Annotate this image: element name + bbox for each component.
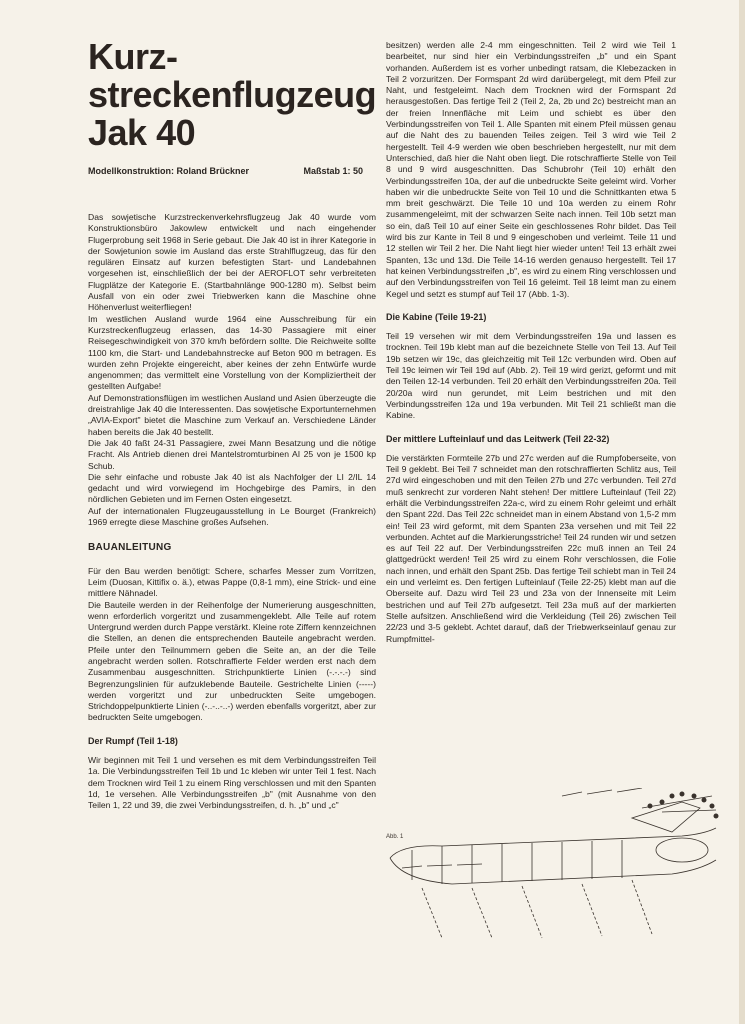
figure-label: Abb. 1 [386, 834, 404, 840]
section-heading-rumpf: Der Rumpf (Teil 1-18) [88, 735, 178, 746]
byline [88, 166, 363, 176]
title-line: Jak 40 [88, 112, 196, 153]
title-line: Kurz- [88, 36, 178, 77]
fuselage-exploded-view [382, 788, 722, 948]
tail-fin [632, 802, 700, 832]
section-heading-bauanleitung: BAUANLEITUNG [88, 542, 172, 554]
rumpf-paragraph: Wir beginnen mit Teil 1 und versehen es mit dem Verbindungsstreifen Teil 1a. Die Verbindungsstreifen Teil 1b und 1c kleben wir unter Teil 1 fest. Nach dem Trocknen wird Teil 1 zu einem Ring verschlossen und mit den Spanten 1d, 1e versehen. Alle Verbindungsstreifen „b" (mit Ausnahme von den Teilen 1, 22 und 39, die zwei Verbindungsstreifen, d. h. „b" und „c" [88, 755, 376, 811]
intro-paragraph: Auf der internationalen Flugzeugausstellung in Le Bourget (Frankreich) 1969 erregte diese Maschine großes Aufsehen. [88, 505, 376, 528]
intro-paragraph: Das sowjetische Kurzstreckenverkehrsflugzeug Jak 40 wurde vom Konstruktionsbüro Jakowlew entwickelt und nach eingehender Flugerprobung seit 1968 in Serie gebaut. Die Jak 40 ist in ihrer Kategorie in der Sowjetunion sowie im Ausland das erste Strahlflugzeug, das für den regulären Einsatz auf kurzen befestigten Start- und Landebahnen vorgesehen ist, einschließlich der bei der AEROFLOT sehr verbreiteten Flugplätze der Kategorie E. (Startbahnlänge 900-1280 m). Selbst beim Ausfall von ein oder zwei Triebwerken kann die Maschine ohne Höhenverlust weiterfliegen! [88, 212, 376, 313]
section-heading-kabine: Die Kabine (Teile 19-21) [386, 311, 487, 322]
intro-paragraph: Im westlichen Ausland wurde 1964 eine Ausschreibung für ein Kurzstreckenflugzeug erlassen, das 14-30 Passagiere mit einer Reisegeschwindigkeit von 370 km/h befördern sollte. Die Reichweite sollte 1100 km, die Start- und Landebahnstrecke auf Beton 900 m betragen. Es wurden zehn Projekte eingereicht, aber keines der zehn Entwürfe wurde angenommen; das vermittelt eine Vorstellung von der Kompliziertheit der gestellten Aufgabe! [88, 313, 376, 392]
intro-paragraph: Auf Demonstrationsflügen im westlichen Ausland und Asien überzeugte die dreistrahlige Jak 40 die Interessenten. Das sowjetische Exportunternehmen „AVIA-Export" bietet die Maschine zum Verkauf an. Verschiedene Länder haben bereits die Jak 40 bestellt. [88, 392, 376, 437]
bauanleitung-paragraph: Die Bauteile werden in der Reihenfolge der Numerierung ausgeschnitten, wenn erforderlich vorgeritzt und zusammengeklebt. Alle Teile auf rotem Untergrund werden durch Pappe verstärkt. Kleine rote Ziffern kennzeichnen die Stellen, an denen die entsprechenden Bauteile angebracht werden. Pfeile unter den Teilnummern geben die Seite an, an der die Teile angebracht werden sollen. Rotschraffierte Felder werden erst nach dem Zusammenbau ausgeschnitten. Strichpunktierte Linien (-.-.-.-) sind Begrenzungslinien für aufzuklebende Bauteile. Gestrichelte Linien (-----) werden vorgeritzt und zur unbedruckten Seite umgebogen. Strichdoppelpunktierte Linien (-..-..-..-) werden ebenfalls vorgeritzt, aber zur bedruckten Seite umgebogen. [88, 599, 376, 723]
leitwerk-paragraph: Die verstärkten Formteile 27b und 27c werden auf die Rumpfoberseite, von Teil 9 geklebt. Bei Teil 7 schneidet man den rotschraffierten Schlitz aus, Teil 27d wird eingeschoben und mit den Teilen 27b und 27c verbunden. Teil 27d muß senkrecht zur vorderen Naht stehen! Der mittlere Lufteinlauf (Teil 22) erhält die Verbindungsstreifen 22a-c, wird zu einem Rohr geleimt und erhält den Spant 22d. Das Teil 22c schneidet man in einem Abstand von 1,5-2 mm ein! Teil 23 wird geformt, mit dem Spanten 23a versehen und mit Teil 22 verbunden. Achtet auf die Markierungsstriche! Teil 24 runden wir und setzen es auf Teil 22 auf. Der Verbindungsstreifen 22c muß innen an Teil 24 glattgedrückt werden! Teil 25 wird zu einem Rohr verschlossen, die Folie nach innen, und erhält den Spant 25b. Das fertige Teil schiebt man in Teil 24 ein und verleimt es. Den fertigen Lufteinlauf (Teile 22-25) klebt man auf die Oberseite auf. Dazu wird Teil 23 und 23a von der Innenseite mit Leim bestrichen und auf Teil 27b aufgesetzt. Teil 23a muß auf der markierten Stelle aufsitzen. Anschließend wird die Verkleidung (Teil 26) zwischen Teil 22/23 und 3-5 geklebt. Achtet darauf, daß der Triebwerkseinlauf genau zur Rumpfmittel- [386, 452, 676, 644]
kabine-paragraph: Teil 19 versehen wir mit dem Verbindungsstreifen 19a und lassen es trocknen. Teil 19b klebt man auf die bezeichnete Stelle von Teil 13. Auf Teil 19b setzen wir 19c, das gleichzeitig mit Teil 12c verbunden wird. Oben auf Teil 19c leimen wir Teil 19d auf (Abb. 2). Teil 19 wird gerizt, geformt und mit den Teilen 12-14 verbunden. Teil 20 erhält den Verbindungsstreifen 20a. Teil 20/20a wird nun gerundet, mit Leim bestrichen und mit den Verbindungsstreifen 12a und 19a verbunden. Mit Teil 21 schließt man die Kabine. [386, 331, 676, 421]
right-column [386, 40, 676, 645]
bauanleitung-paragraph: Für den Bau werden benötigt: Schere, scharfes Messer zum Vorritzen, Leim (Duosan, Kittifix o. ä.), etwas Pappe (0,8-1 mm), eine Strick- und eine mittlere Nähnadel. [88, 565, 376, 599]
fuselage-top-line [390, 828, 716, 858]
callout-lines [562, 788, 642, 796]
fuselage-bottom-line [390, 858, 716, 884]
leader-lines [422, 880, 652, 938]
intro-paragraph: Die Jak 40 faßt 24-31 Passagiere, zwei Mann Besatzung und die nötige Fracht. Als Antrieb dienen drei Mantelstromturbinen AI 25 von je 1500 kp Schub. [88, 437, 376, 471]
rumpf-continued-paragraph: besitzen) werden alle 2-4 mm eingeschnitten. Teil 2 wird wie Teil 1 bearbeitet, nur sind hier ein Verbindungsstreifen „b" und ein Spant vorhanden. Außerdem ist es vorher unbedingt ratsam, die Klebezacken in Teil 2 vorzuritzen. Der Formspant 2d wird darübergelegt, mit dem Pfeil zur Naht, und festgeleimt. Nach dem Trocknen wird der Formspant 2d herausgestoßen. Das fertige Teil 2 (Teil 2, 2a, 2b und 2c) bestreicht man an der freien Innenfläche mit Leim und schiebt es über den Verbindungsstreifen von Teil 1. Alle Spanten mit einem Pfeil müssen genau auf die Naht des zu bauenden Teiles zeigen. Teil 3 wird wie Teil 2 hergestellt. Teil 4-9 werden wie oben beschrieben hergestellt, nur mit dem Unterschied, daß hier die Naht oben liegt. Die rotschraffierte Stelle von Teil 8 und 9 wird ausgeschnitten. Das Schubrohr (Teil 10) erhält den Verbindungsstreifen 10a, der auf die unbedruckte Seite geleimt wird. Vorher haben wir die unbedruckte Seite von Teil 10 und die Schnittkanten etwa 5 mm breit geschwärzt. Die Teile 10 und 10a werden zu einem Rohr zusammengeleimt, mit der schwarzen Seite nach innen. Teil 10b setzt man so ein, daß Teil 10 auf einer Seite ein geschlossenes Rohr bildet. Das Teil wird bis zur Kante in Teil 8 und 9 eingeschoben und verleimt. Teile 11 und 12 stellen wir Teil 2 her. Die Naht liegt hier wieder unten! Teil 13 erhält zwei Spanten, 13c und 13d. Die Teile 14-16 werden genauso hergestellt. Teil 17 hat keinen Verbindungsstreifen „b", es wird zu einem Ring verschlossen und auf den Verbindungsstreifen von Teil 16 geleimt. Teil 18 leimt man zu einem Kegel und setzt es stumpf auf Teil 17 (Abb. 1-3). [386, 40, 676, 299]
left-column [88, 212, 376, 812]
assembly-drawing [382, 788, 722, 948]
engine-nacelle [656, 838, 708, 862]
page-edge [739, 0, 745, 1024]
section-heading-leitwerk: Der mittlere Lufteinlauf und das Leitwerk (Teil 22-32) [386, 433, 610, 444]
designer-credit: Modellkonstruktion: Roland Brückner [88, 166, 250, 176]
title-line: streckenflugzeug [88, 74, 377, 115]
intro-paragraph: Die sehr einfache und robuste Jak 40 ist als Nachfolger der LI 2/IL 14 gedacht und wird vorwiegend im Hochgebirge des Pamirs, in den nördlichen Gebieten und im Fernen Osten eingesetzt. [88, 471, 376, 505]
scale-label: Maßstab 1: 50 [303, 166, 363, 176]
article-title [88, 38, 378, 152]
